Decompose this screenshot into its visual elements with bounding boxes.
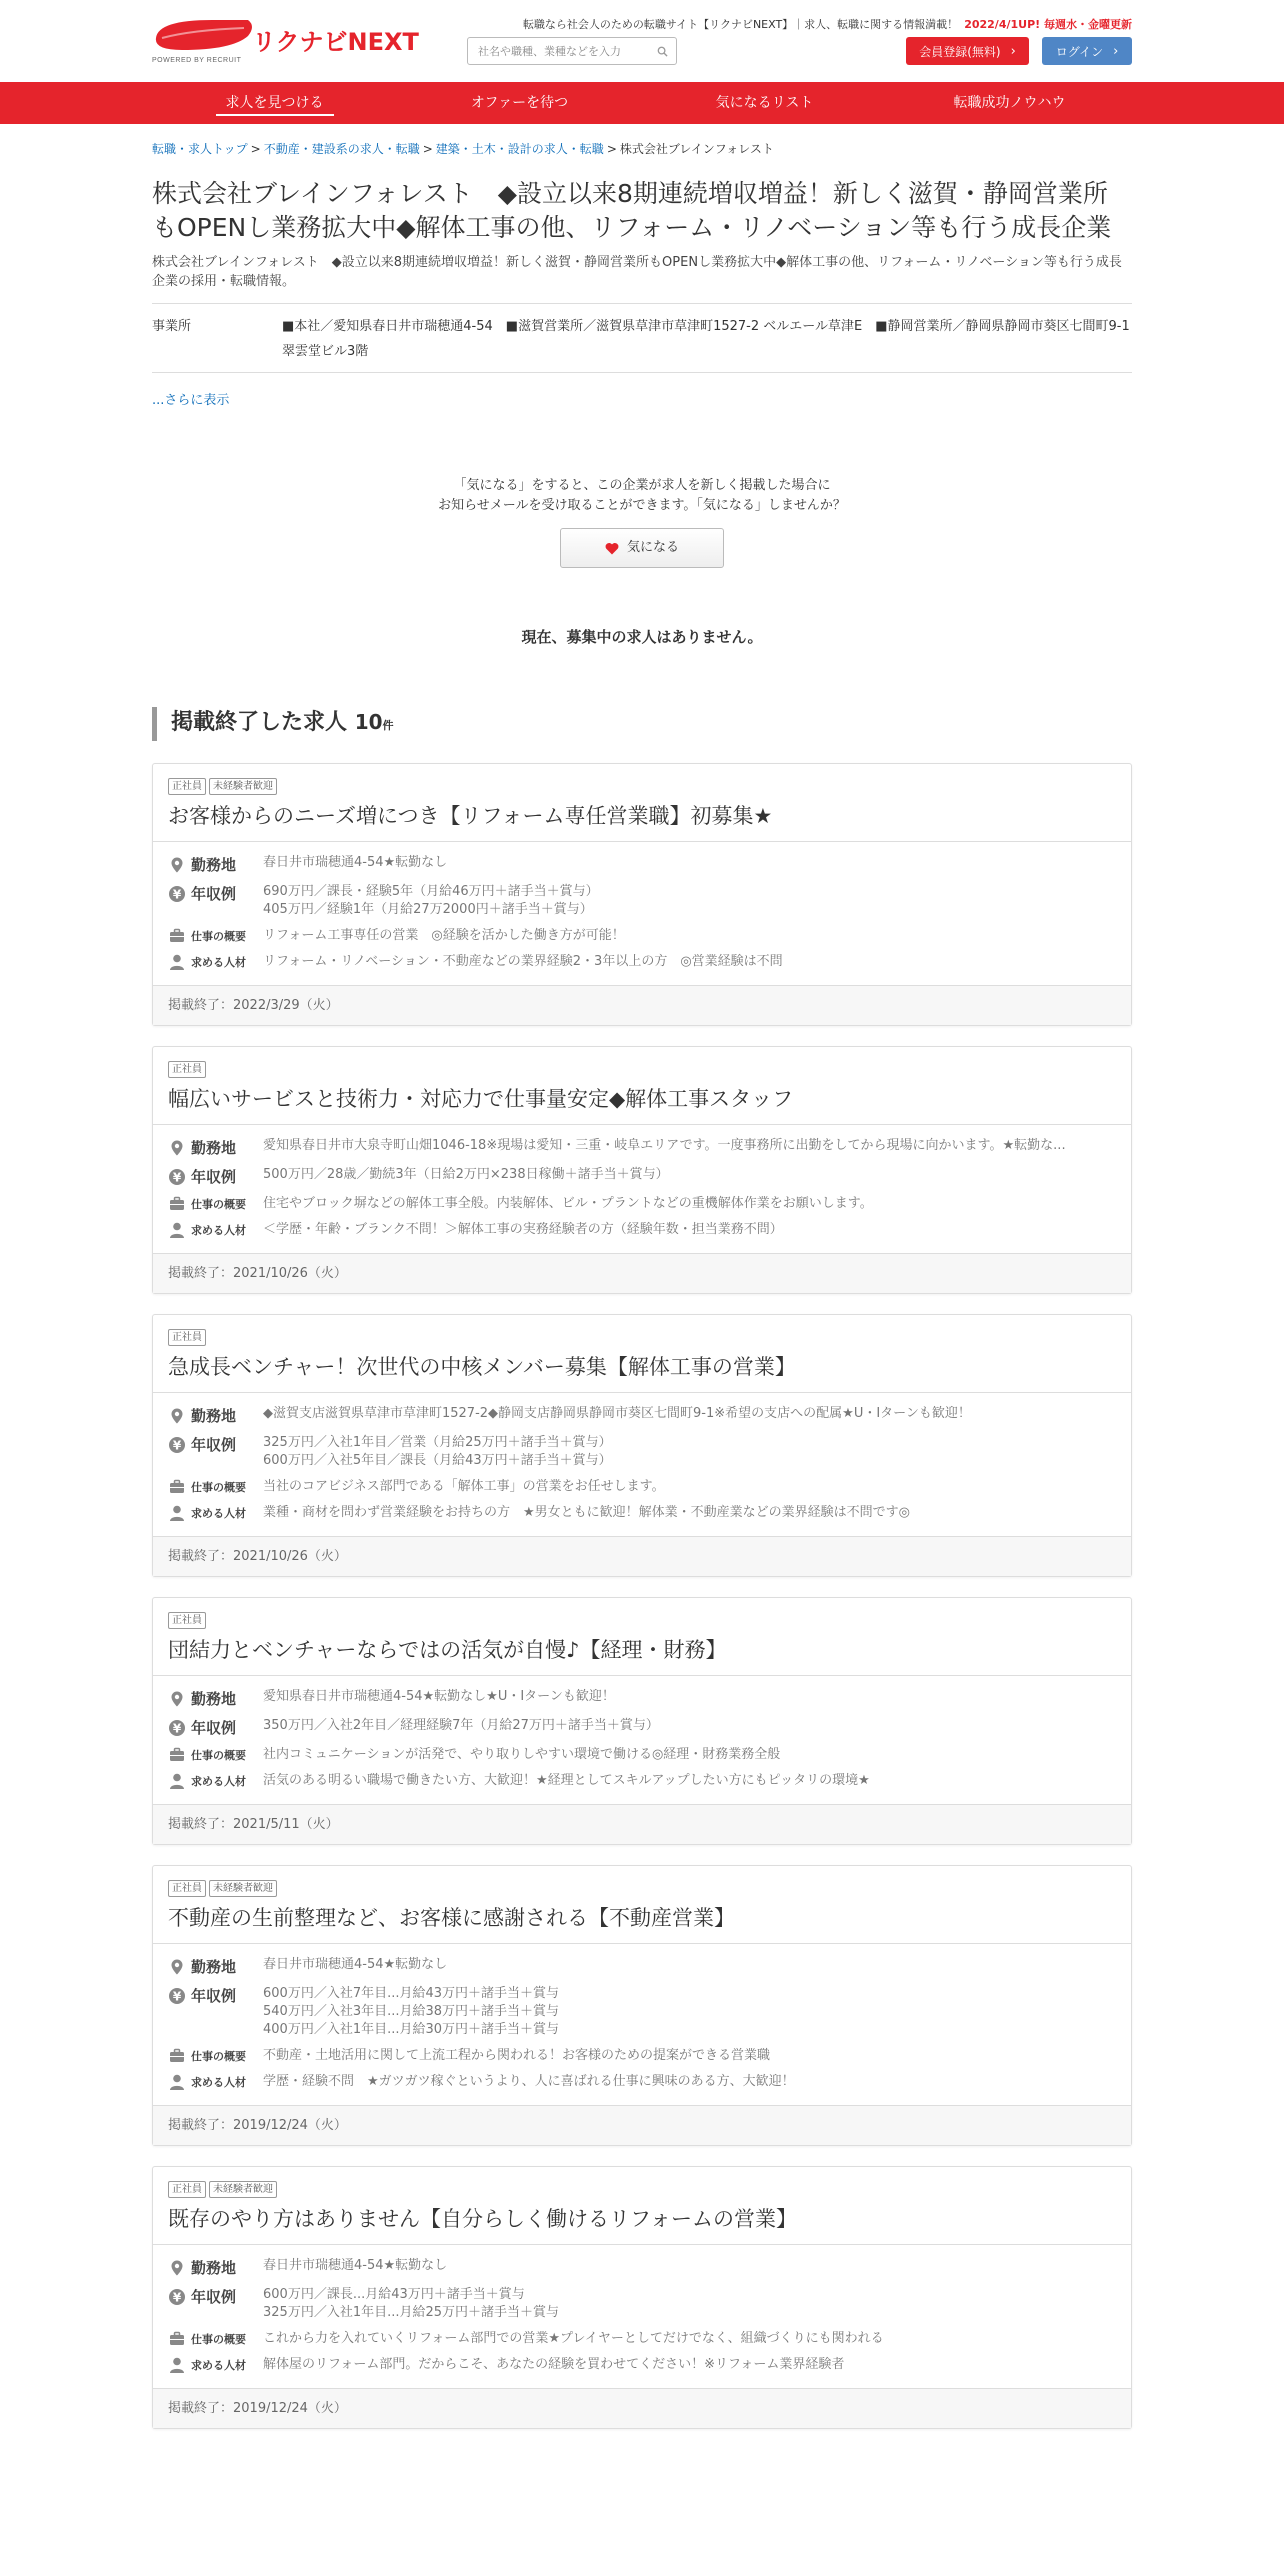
svg-text:¥: ¥ [172,1989,182,2003]
ended-count: 10 [354,710,383,734]
job-badges [168,1612,1116,1629]
job-badge: 正社員 [168,1061,206,1078]
job-badges [168,1061,1116,1078]
job-title[interactable]: 既存のやり方はありません【自分らしく働けるリフォームの営業】 [168,2207,797,2231]
job-overview: これから力を入れていくリフォーム部門での営業★プレイヤーとしてだけでなく、組織づくりにも関われる [263,2331,884,2346]
job-card[interactable] [152,763,1132,1026]
job-card-header [153,1866,1131,1944]
job-card[interactable] [152,1865,1132,2146]
job-overview: 不動産・土地活用に関して上流工程から関われる！お客様のための提案ができる営業職 [263,2048,771,2063]
nav-item-label: 気になるリスト [715,95,814,111]
job-requirements-row [168,1221,1116,1239]
breadcrumb-link[interactable]: 不動産・建設系の求人・転職 [263,142,420,156]
job-overview: 当社のコアビジネス部門である「解体工事」の営業をお任せします。 [263,1479,665,1494]
favorite-message-line1: 「気になる」をすると、この企業が求人を新しく掲載した場合に [453,478,831,493]
svg-text:¥: ¥ [172,2290,182,2304]
svg-text:¥: ¥ [172,887,182,901]
page-title: 株式会社ブレインフォレスト ◆設立以来8期連続増収増益！新しく滋賀・静岡営業所もOPENし業務拡大中◆解体工事の他、リフォーム・リノベーション等も行う成長企業 [152,179,1112,242]
login-button[interactable] [1042,37,1132,65]
job-ended-date: 掲載終了：2021/10/26（火） [153,1536,1131,1576]
job-requirements: ＜学歴・年齢・ブランク不問！＞解体工事の実務経験者の方（経験年数・担当業務不問） [263,1222,783,1237]
job-card[interactable] [152,1046,1132,1294]
person-icon [168,953,186,971]
ended-heading-text: 掲載終了した求人 [171,710,348,735]
salary-label: 年収例 [191,1719,237,1737]
yen-icon [168,1168,186,1186]
requirements-label: 求める人材 [191,956,246,969]
salary-line: 500万円／28歳／勤続3年（日給2万円×238日稼働＋諸手当＋賞与） [263,1167,669,1182]
job-salary [263,883,1116,919]
nav-item-label: 転職成功ノウハウ [953,95,1066,111]
favorite-message-line2: お知らせメールを受け取ることができます。「気になる」しませんか？ [438,498,846,513]
salary-label: 年収例 [191,2288,237,2306]
logo-text: リクナビNEXT [252,28,419,56]
job-card-body [153,1676,1131,1804]
overview-label: 仕事の概要 [191,1481,246,1494]
job-title[interactable]: 急成長ベンチャー！次世代の中核メンバー募集【解体工事の営業】 [168,1355,796,1379]
job-overview: 住宅やブロック塀などの解体工事全般。内装解体、ビル・プラントなどの重機解体作業をお願いします。 [263,1196,873,1211]
job-card[interactable] [152,1314,1132,1577]
main-content [152,140,1132,2429]
job-title[interactable]: 団結力とベンチャーならではの活気が自慢♪【経理・財務】 [168,1638,727,1662]
job-badge: 正社員 [168,1612,206,1629]
job-salary-row [168,1985,1116,2039]
job-overview-row [168,1195,1116,1213]
job-requirements-row [168,1504,1116,1522]
search-box [467,37,677,65]
map-pin-icon [168,1690,186,1708]
job-salary-row [168,2286,1116,2322]
salary-label: 年収例 [191,1168,237,1186]
login-label: ログイン [1055,44,1104,59]
job-salary-row [168,883,1116,919]
requirements-label: 求める人材 [191,1224,246,1237]
job-badge: 未経験者歓迎 [209,778,277,795]
yen-icon [168,1436,186,1454]
job-overview-row [168,927,1116,945]
job-salary [263,2286,1116,2322]
job-salary-row [168,1717,1116,1738]
tagline-text: 転職なら社会人のための転職サイト【リクナビNEXT】｜求人、転職に関する情報満載！ [522,18,959,31]
job-card-body [153,1944,1131,2105]
job-location-row [168,854,1116,875]
job-overview-row [168,1746,1116,1764]
favorite-section [152,476,1132,568]
job-salary [263,1717,1116,1735]
requirements-label: 求める人材 [191,1507,246,1520]
overview-label: 仕事の概要 [191,2050,246,2063]
yen-icon [168,1987,186,2005]
job-badge: 未経験者歓迎 [209,1880,277,1897]
job-ended-date: 掲載終了：2021/10/26（火） [153,1253,1131,1293]
salary-line: 600万円／課長...月給43万円＋諸手当＋賞与 [263,2287,525,2302]
svg-text:¥: ¥ [172,1170,182,1184]
briefcase-icon [168,927,186,945]
salary-line: 600万円／入社7年目...月給43万円＋諸手当＋賞与 [263,1986,560,2001]
job-badges [168,1880,1116,1897]
yen-icon [168,2288,186,2306]
heart-icon [605,542,619,555]
chevron-right-icon: › [1113,43,1119,59]
nav-item-label: オファーを待つ [470,95,569,111]
briefcase-icon [168,1195,186,1213]
salary-line: 600万円／入社5年目／課長（月給43万円＋諸手当＋賞与） [263,1453,612,1468]
show-more-link[interactable]: ...さらに表示 [152,393,230,408]
location-label: 勤務地 [191,1407,237,1425]
job-location: 愛知県春日井市瑞穂通4-54★転勤なし★U・Iターンも歓迎！ [263,1689,615,1704]
salary-label: 年収例 [191,885,237,903]
job-card-body [153,2245,1131,2388]
requirements-label: 求める人材 [191,1775,246,1788]
job-location: ◆滋賀支店滋賀県草津市草津町1527-2◆静岡支店静岡県静岡市葵区七間町9-1※希望の支店への配属★U・Iターンも歓迎！ [263,1406,971,1421]
job-card-body [153,1125,1131,1253]
job-location-row [168,1956,1116,1977]
job-badges [168,1329,1116,1346]
job-requirements-row [168,2356,1116,2374]
search-input[interactable] [468,38,648,64]
company-description: 株式会社ブレインフォレスト ◆設立以来8期連続増収増益！新しく滋賀・静岡営業所もOPENし業務拡大中◆解体工事の他、リフォーム・リノベーション等も行う成長企業の採用・転職情報。 [152,255,1122,289]
job-card-body [153,1393,1131,1536]
job-overview-row [168,2330,1116,2348]
nav-item-find-jobs[interactable] [152,82,397,124]
job-overview-row [168,2047,1116,2065]
logo-icon [152,16,419,60]
job-location-row [168,1688,1116,1709]
job-requirements-row [168,1772,1116,1790]
nav-item-knowhow[interactable] [887,82,1132,124]
job-title[interactable]: お客様からのニーズ増につき【リフォーム専任営業職】初募集★ [168,804,773,828]
site-header [152,0,1132,82]
location-label: 勤務地 [191,1690,237,1708]
job-requirements-row [168,953,1116,971]
breadcrumb-link[interactable]: 建築・土木・設計の求人・転職 [435,142,604,156]
job-title[interactable]: 不動産の生前整理など、お客様に感謝される【不動産営業】 [168,1906,735,1930]
yen-icon [168,885,186,903]
update-note: 2022/4/1UP! 毎週水・金曜更新 [964,18,1132,31]
person-icon [168,2073,186,2091]
header-tagline [523,16,1132,32]
overview-label: 仕事の概要 [191,930,246,943]
job-location-row [168,1137,1116,1158]
logo-subtext: POWERED BY RECRUIT [152,57,242,64]
location-label: 勤務地 [191,1958,237,1976]
salary-label: 年収例 [191,1987,237,2005]
job-title[interactable]: 幅広いサービスと技術力・対応力で仕事量安定◆解体工事スタッフ [168,1087,794,1111]
job-card-header [153,764,1131,842]
job-card-header [153,1047,1131,1125]
job-card-header [153,1315,1131,1393]
ended-count-unit: 件 [382,719,394,732]
job-location: 愛知県春日井市大泉寺町山畑1046-18※現場は愛知・三重・岐阜エリアです。一度事務所に出勤をしてから現場に向かいます。★転勤な... [263,1138,1066,1153]
job-requirements: 学歴・経験不問 ★ガツガツ稼ぐというより、人に喜ばれる仕事に興味のある方、大歓迎！ [263,2074,795,2089]
person-icon [168,1772,186,1790]
job-location: 春日井市瑞穂通4-54★転勤なし [263,1957,448,1972]
register-button[interactable] [906,37,1029,65]
overview-label: 仕事の概要 [191,2333,246,2346]
breadcrumb: 転職・求人トップ > 不動産・建設系の求人・転職 > 建築・土木・設計の求人・転職 > 株式会社ブレインフォレスト [152,142,774,156]
job-card[interactable] [152,2166,1132,2429]
job-overview: 社内コミュニケーションが活発で、やり取りしやすい環境で働ける◎経理・財務業務全般 [263,1747,781,1762]
location-label: 勤務地 [191,856,237,874]
job-card-header [153,1598,1131,1676]
breadcrumb-link[interactable]: 転職・求人トップ [152,142,248,156]
office-info [152,303,1132,373]
job-overview-row [168,1478,1116,1496]
job-requirements-row [168,2073,1116,2091]
job-ended-date: 掲載終了：2021/5/11（火） [153,1804,1131,1844]
map-pin-icon [168,1407,186,1425]
job-salary-row [168,1166,1116,1187]
job-location-row [168,2257,1116,2278]
salary-line: 400万円／入社1年目...月給30万円＋諸手当＋賞与 [263,2022,560,2037]
job-location: 春日井市瑞穂通4-54★転勤なし [263,855,448,870]
search-icon[interactable] [657,46,668,57]
person-icon [168,2356,186,2374]
person-icon [168,1221,186,1239]
requirements-label: 求める人材 [191,2359,246,2372]
job-badges [168,2181,1116,2198]
map-pin-icon [168,1958,186,1976]
job-list [152,763,1132,2429]
job-requirements: 活気のある明るい職場で働きたい方、大歓迎！★経理としてスキルアップしたい方にもピッタリの環境★ [263,1773,870,1788]
briefcase-icon [168,2047,186,2065]
job-card-body [153,842,1131,985]
job-card[interactable] [152,1597,1132,1845]
svg-text:¥: ¥ [172,1438,182,1452]
salary-line: 350万円／入社2年目／経理経験7年（月給27万円＋諸手当＋賞与） [263,1718,659,1733]
no-jobs-message: 現在、募集中の求人はありません。 [521,628,763,646]
job-badge: 正社員 [168,1329,206,1346]
nav-item-favorites[interactable] [642,82,887,124]
nav-item-label: 求人を見つける [216,95,334,116]
salary-line: 405万円／経験1年（月給27万2000円＋諸手当＋賞与） [263,902,593,917]
svg-text:¥: ¥ [172,1721,182,1735]
job-badge: 正社員 [168,778,206,795]
requirements-label: 求める人材 [191,2076,246,2089]
job-overview: リフォーム工事専任の営業 ◎経験を活かした働き方が可能！ [263,928,625,943]
office-label: 事業所 [152,319,192,334]
job-ended-date: 掲載終了：2022/3/29（火） [153,985,1131,1025]
favorite-button-label: 気になる [626,540,679,555]
job-salary [263,1166,1116,1184]
map-pin-icon [168,856,186,874]
job-location: 春日井市瑞穂通4-54★転勤なし [263,2258,448,2273]
map-pin-icon [168,1139,186,1157]
salary-line: 690万円／課長・経験5年（月給46万円＋諸手当＋賞与） [263,884,599,899]
overview-label: 仕事の概要 [191,1749,246,1762]
nav-item-offers[interactable] [397,82,642,124]
office-value: ■本社／愛知県春日井市瑞穂通4-54 ■滋賀営業所／滋賀県草津市草津町1527-2 ベルエール草津E ■静岡営業所／静岡県静岡市葵区七間町9-1 翠雲堂ビル3階 [282,319,1130,359]
salary-label: 年収例 [191,1436,237,1454]
job-ended-date: 掲載終了：2019/12/24（火） [153,2105,1131,2145]
favorite-button[interactable] [560,528,724,568]
salary-line: 325万円／入社1年目／営業（月給25万円＋諸手当＋賞与） [263,1435,612,1450]
job-ended-date: 掲載終了：2019/12/24（火） [153,2388,1131,2428]
breadcrumb-current: 株式会社ブレインフォレスト [619,142,774,156]
job-requirements: 解体屋のリフォーム部門。だからこそ、あなたの経験を買わせてください！※リフォーム業界経験者 [263,2357,845,2372]
chevron-right-icon: › [1010,43,1016,59]
job-salary-row [168,1434,1116,1470]
job-requirements: 業種・商材を問わず営業経験をお持ちの方 ★男女ともに歓迎！解体業・不動産業などの業界経験は不問です◎ [263,1505,910,1520]
location-label: 勤務地 [191,1139,237,1157]
salary-line: 325万円／入社1年目...月給25万円＋諸手当＋賞与 [263,2305,560,2320]
map-pin-icon [168,2259,186,2277]
job-badge: 正社員 [168,1880,206,1897]
person-icon [168,1504,186,1522]
job-card-header [153,2167,1131,2245]
job-badge: 正社員 [168,2181,206,2198]
job-salary [263,1985,1116,2039]
briefcase-icon [168,2330,186,2348]
briefcase-icon [168,1746,186,1764]
ended-jobs-heading [152,707,1132,741]
briefcase-icon [168,1478,186,1496]
overview-label: 仕事の概要 [191,1198,246,1211]
yen-icon [168,1719,186,1737]
job-location-row [168,1405,1116,1426]
global-nav [0,82,1284,124]
job-salary [263,1434,1116,1470]
location-label: 勤務地 [191,2259,237,2277]
salary-line: 540万円／入社3年目...月給38万円＋諸手当＋賞与 [263,2004,560,2019]
job-badges [168,778,1116,795]
register-label: 会員登録(無料) [919,44,1001,59]
job-requirements: リフォーム・リノベーション・不動産などの業界経験2・3年以上の方 ◎営業経験は不問 [263,954,783,969]
job-badge: 未経験者歓迎 [209,2181,277,2198]
